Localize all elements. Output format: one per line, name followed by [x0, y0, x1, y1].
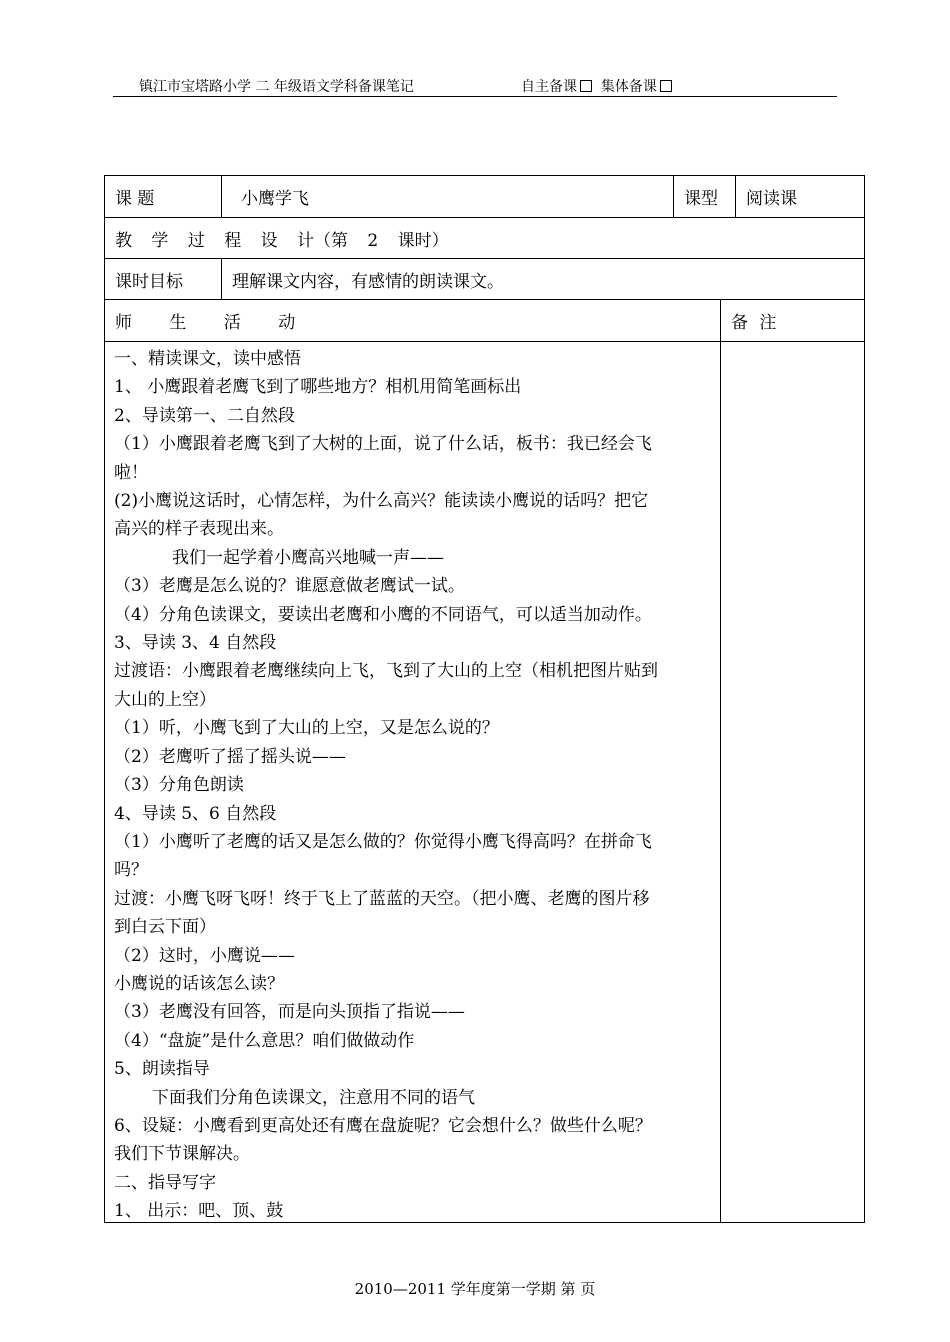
goal-row: [105, 259, 864, 300]
body-line: （4）“盘旋”是什么意思？咱们做做动作: [114, 1030, 415, 1051]
notes-cell: [720, 342, 864, 1222]
page-footer: 2010—2011 学年度第一学期 第 页: [354, 1280, 596, 1298]
body-line: 我们下节课解决。: [114, 1144, 250, 1165]
body-line: 啦！: [114, 462, 148, 483]
body-line: 过渡语：小鹰跟着老鹰继续向上飞，飞到了大山的上空（相机把图片贴到: [114, 661, 658, 682]
self-prep-label: 自主备课: [521, 79, 577, 95]
lesson-plan-table: [104, 175, 865, 1223]
process-title: 教 学 过 程 设 计（第 2 课时）: [115, 230, 449, 251]
body-line: 1、 小鹰跟着老鹰飞到了哪些地方？相机用简笔画标出: [114, 377, 522, 398]
body-line: （1）小鹰跟着老鹰飞到了大树的上面，说了什么话，板书：我已经会飞: [114, 434, 652, 455]
type-value: 阅读课: [735, 176, 864, 217]
goal-label: 课时目标: [115, 271, 183, 292]
body-line: 1、 出示：吧、顶、鼓: [114, 1201, 284, 1222]
page-header: [113, 76, 837, 97]
group-prep-checkbox[interactable]: [660, 80, 672, 92]
body-line: 过渡：小鹰飞呀飞呀！终于飞上了蓝蓝的天空。（把小鹰、老鹰的图片移: [114, 888, 650, 909]
body-line: 高兴的样子表现出来。: [114, 519, 284, 540]
activity-header: 师 生 活 动: [115, 313, 296, 333]
process-title-row: [105, 218, 864, 259]
body-line: （3）老鹰没有回答，而是向头顶指了指说——: [114, 1002, 465, 1023]
goal-value: 理解课文内容，有感情的朗读课文。: [221, 259, 864, 299]
self-prep-checkbox[interactable]: [580, 80, 592, 92]
body-line: 二、指导写字: [114, 1172, 216, 1193]
body-line: （1）小鹰听了老鹰的话又是怎么做的？你觉得小鹰飞得高吗？在拼命飞: [114, 831, 652, 852]
body-line: （2）老鹰听了摇了摇头说——: [114, 746, 346, 767]
body-line: （2）这时，小鹰说——: [114, 945, 295, 966]
body-line: 一、精读课文，读中感悟: [114, 349, 301, 369]
body-line: 吗？: [114, 860, 148, 881]
body-line: (2)小鹰说这话时，心情怎样，为什么高兴？能读读小鹰说的话吗？把它: [114, 491, 649, 512]
activity-body: [114, 345, 714, 1226]
body-line: 3、导读 3、4 自然段: [114, 633, 277, 654]
body-line: （3）老鹰是怎么说的？谁愿意做老鹰试一试。: [114, 576, 465, 597]
body-line: 下面我们分角色读课文，注意用不同的语气: [152, 1087, 475, 1108]
topic-row: [105, 176, 864, 218]
type-label: 课型: [673, 176, 735, 217]
activity-body-row: [105, 342, 864, 1222]
body-line: （1）听，小鹰飞到了大山的上空，又是怎么说的？: [114, 718, 499, 739]
body-line: 2、导读第一、二自然段: [114, 405, 295, 426]
body-line: 小鹰说的话该怎么读？: [114, 973, 284, 994]
group-prep-label: 集体备课: [600, 79, 657, 95]
notes-header: 备 注: [720, 300, 864, 341]
topic-label: 课 题: [115, 189, 155, 209]
body-line: 大山的上空）: [114, 689, 216, 710]
body-line: 5、朗读指导: [114, 1059, 210, 1080]
topic-value: 小鹰学飞: [221, 176, 673, 217]
body-line: 到白云下面）: [114, 917, 216, 938]
activity-header-row: [105, 300, 864, 342]
body-line: 4、导读 5、6 自然段: [114, 803, 277, 824]
header-school-title: 镇江市宝塔路小学 二 年级语文学科备课笔记: [139, 79, 414, 95]
body-line: 6、设疑：小鹰看到更高处还有鹰在盘旋呢？它会想什么？做些什么呢？: [114, 1115, 652, 1136]
header-prep-mode: [521, 76, 672, 96]
body-line: 我们一起学着小鹰高兴地喊一声——: [172, 547, 444, 568]
body-line: （4）分角色读课文，要读出老鹰和小鹰的不同语气，可以适当加动作。: [114, 604, 652, 625]
body-line: （3）分角色朗读: [114, 775, 244, 796]
